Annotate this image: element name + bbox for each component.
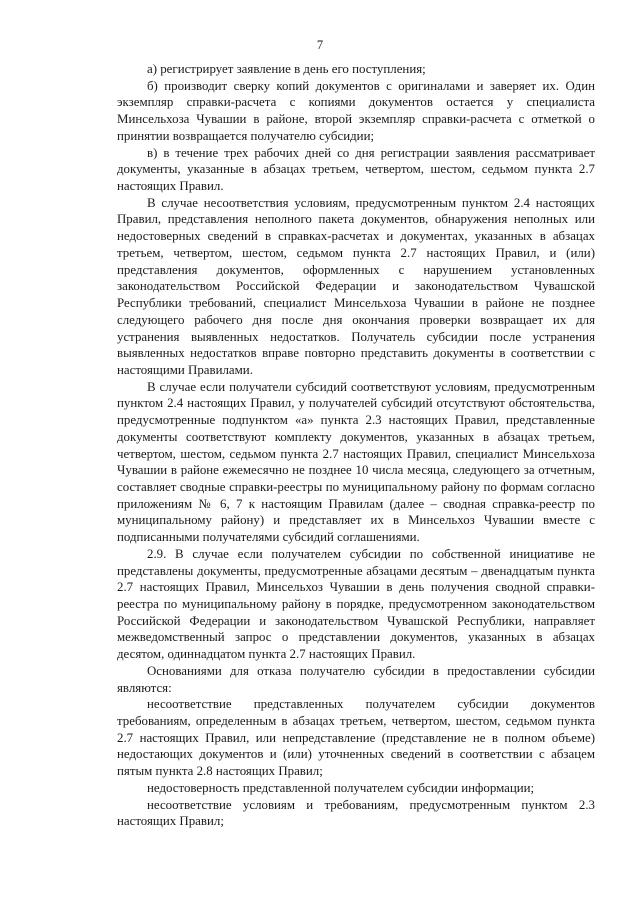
paragraph-refusal-conditions: несоответствие условиям и требованиям, предусмотренным пунктом 2.3 настоящих Правил; <box>117 797 595 829</box>
paragraph-item-v: в) в течение трех рабочих дней со дня регистрации заявления рассматривает документы, указанные в абзацах третьем, четвертом, шестом, седьмом пункта 2.7 настоящих Правил. <box>117 145 595 194</box>
paragraph-2-9: 2.9. В случае если получателем субсидии по собственной инициативе не представлены документы, предусмотренные абзацами десятым – двенадцатым пункта 2.7 настоящих Правил, Минсельхоз Чувашии в день получения сводной справки-реестра по муниципальному району в порядке, предусмотренном законодательством Российской Федерации и законодательством Чувашской Республики, направляет межведомственный запрос о представлении документов, указанных в абзацах десятом, одиннадцатом пункта 2.7 настоящих Правил. <box>117 546 595 662</box>
paragraph-conformity: В случае если получатели субсидий соответствуют условиям, предусмотренным пунктом 2.4 настоящих Правил, у получателей субсидий отсутствуют обстоятельства, предусмотренные подпунктом «а» пункта 2.3 настоящих Правил, представленные документы соответствуют комплекту документов, указанных в абзацах третьем, четвертом, шестом, седьмом пункта 2.7 настоящих Правил, специалист Минсельхоза Чувашии в районе ежемесячно не позднее 10 числа месяца, следующего за отчетным, составляет сводные справки-реестры по муниципальному району по формам согласно приложениям № 6, 7 к настоящим Правилам (далее – сводная справка-реестр по муниципальному району) и представляет их в Минсельхоз Чувашии вместе с подписанными получателями субсидий соглашениями. <box>117 379 595 545</box>
paragraph-refusal-grounds: Основаниями для отказа получателю субсидии в предоставлении субсидии являются: <box>117 663 595 695</box>
document-body <box>117 61 595 830</box>
paragraph-item-a: а) регистрирует заявление в день его поступления; <box>147 62 426 76</box>
paragraph-refusal-inaccuracy: недостоверность представленной получателем субсидии информации; <box>147 780 535 795</box>
page-number: 7 <box>316 38 324 52</box>
paragraph-item-b: б) производит сверку копий документов с оригиналами и заверяет их. Один экземпляр справки-расчета с копиями документов остается у специалиста Минсельхоза Чувашии в районе, второй экземпляр справки-расчета с отметкой о принятии возвращается получателю субсидии; <box>117 78 595 143</box>
paragraph-refusal-mismatch: несоответствие представленных получателем субсидии документов требованиям, определенным в абзацах третьем, четвертом, шестом, седьмом пункта 2.7 настоящих Правил, или непредставление (представление не в полном объеме) недостающих документов и (или) уточненных сведений в соответствии с абзацем пятым пункта 2.8 настоящих Правил; <box>117 697 595 779</box>
paragraph-nonconformity: В случае несоответствия условиям, предусмотренным пунктом 2.4 настоящих Правил, представления неполного пакета документов, обнаружения неполных или недостоверных сведений в справках-расчетах и документах, указанных в абзацах третьем, четвертом, шестом, седьмом пункта 2.7 настоящих Правил, и (или) представления документов, оформленных с нарушением установленных законодательством Российской Федерации и законодательством Чувашской Республики требований, специалист Минсельхоза Чувашии в районе не позднее следующего рабочего дня после дня окончания проверки возвращает их для устранения выявленных недостатков. Получатель субсидии после устранения выявленных недостатков вправе повторно представить документы в соответствии с настоящими Правилами. <box>117 195 595 377</box>
